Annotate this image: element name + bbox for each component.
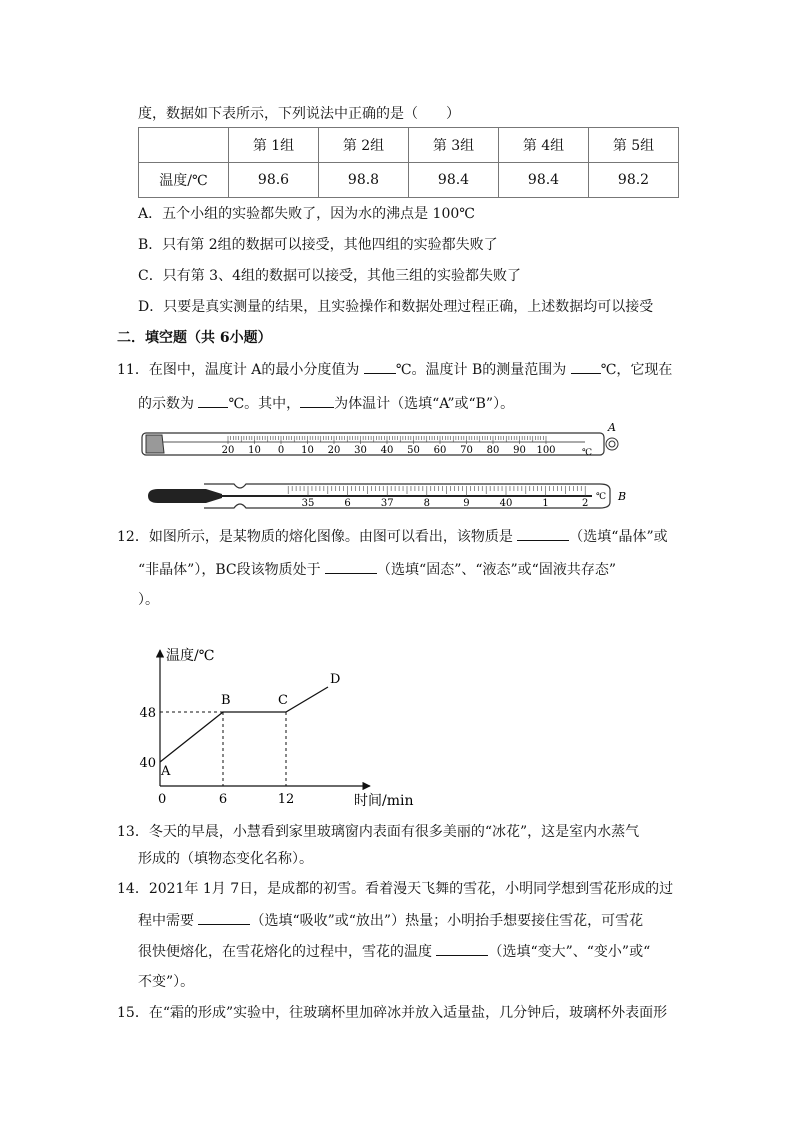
thermometer-a-scale-label: 10 [248,445,261,456]
thermometer-a-scale-label: 70 [460,445,473,456]
thermometer-b-bulb [148,489,222,503]
guide-lines [160,712,286,786]
thermometer-a-label: A [608,421,616,434]
thermometer-a [140,420,630,460]
thermometer-a-scale-label: 40 [380,445,394,456]
q14-line2 [138,910,643,931]
table-header-cell: 第 1组 [229,128,319,163]
q12-text: （选填“固态”、“液态”或“固液共存态” [377,562,616,578]
q12-line3: ）。 [138,592,159,608]
melting-graph [130,640,430,815]
table-cell: 98.8 [319,163,409,198]
thermometer-b-scale-label: 8 [423,498,430,509]
thermometer-a-body [142,433,604,455]
point-label: B [221,693,231,708]
answer-blank[interactable] [571,359,601,374]
q11-line1 [117,359,672,380]
thermometer-a-scale-label: 20 [327,445,341,456]
table-header-cell: 第 5组 [589,128,679,163]
y-tick-label: 40 [139,756,156,771]
table-cell: 98.4 [409,163,499,198]
thermometer-a-scale-label: 90 [513,445,526,456]
answer-blank[interactable] [198,393,228,408]
thermometer-a-scale-label: 60 [433,445,447,456]
section-title: 二．填空题（共 6小题） [117,330,272,346]
q11-text: 11．在图中，温度计 A的最小分度值为 [117,362,360,378]
thermometer-a-scale-label: 20 [221,445,235,456]
q12-text: “非晶体”），BC段该物质处于 [138,562,321,578]
answer-blank[interactable] [198,910,250,925]
thermometer-a-ring [606,438,618,450]
thermometer-a-scale-label: 50 [407,445,420,456]
q14-line1: 14．2021年 1月 7日，是成都的初雪。看着漫天飞舞的雪花，小明同学想到雪花形成的过 [117,881,674,897]
q14-text: 程中需要 [138,913,194,929]
table-row [139,163,679,198]
data-table [138,127,679,198]
point-label: A [161,764,171,779]
table-cell: 98.6 [229,163,319,198]
option-c: C．只有第 3、4组的数据可以接受，其他三组的实验都失败了 [138,268,521,284]
option-d: D．只要是真实测量的结果，且实验操作和数据处理过程正确，上述数据均可以接受 [138,299,654,315]
q11-line2 [138,393,514,414]
answer-blank[interactable] [517,526,569,541]
answer-blank[interactable] [325,559,377,574]
x-axis-label: 时间/min [354,793,414,809]
q11-text: 的示数为 [138,396,194,412]
thermometer-b-scale-label: 9 [463,498,470,509]
origin-label: 0 [158,792,167,807]
thermometer-b-unit: ℃ [596,492,607,502]
option-b: B．只有第 2组的数据可以接受，其他四组的实验都失败了 [138,237,498,253]
y-tick-label: 48 [139,706,156,721]
thermometer-a-bulb [146,435,164,453]
q12-text: （选填“晶体”或 [569,529,668,545]
thermometer-b-scale-label: 2 [582,498,589,509]
x-tick-label: 12 [277,792,295,807]
thermometer-b-label: B [618,490,627,503]
q13-line2: 形成的（填物态变化名称）。 [138,851,313,867]
table-cell: 98.4 [499,163,589,198]
point-label: D [330,672,341,687]
table-row-label: 温度/℃ [139,163,229,198]
thermometer-a-scale-label: 10 [301,445,314,456]
y-axis-label: 温度/℃ [166,648,215,664]
option-a: A．五个小组的实验都失败了，因为水的沸点是 100℃ [138,206,475,222]
thermometer-b [144,478,634,514]
q11-text: ℃。其中， [228,396,301,412]
table-header-cell: 第 3组 [409,128,499,163]
thermometer-a-scale-label: 0 [277,445,285,456]
graph-labels [139,672,340,807]
thermometer-a-scale-label: 80 [486,445,500,456]
melting-curve [160,687,328,762]
thermometer-b-scale-label: 1 [542,498,549,509]
answer-blank[interactable] [364,359,396,374]
intro-line: 度，数据如下表所示，下列说法中正确的是（ ） [138,106,460,122]
thermometer-b-scale-label: 6 [344,498,351,509]
q14-text: （选填“变大”、“变小”或“ [488,944,651,960]
q13-line1: 13．冬天的早晨，小慧看到家里玻璃窗内表面有很多美丽的“冰花”，这是室内水蒸气 [117,824,640,840]
q14-line3 [138,941,650,962]
thermometer-b-scale-label: 40 [499,498,513,509]
point-label: C [278,693,288,708]
q12-line1 [117,526,668,547]
x-tick-label: 6 [218,792,228,807]
q14-text: 很快便熔化，在雪花熔化的过程中，雪花的温度 [138,944,432,960]
answer-blank[interactable] [436,941,488,956]
table-header-row [139,128,679,163]
thermometer-a-scale-label: 100 [536,445,556,456]
thermometer-a-ring-inner [609,441,615,447]
q12-line2 [138,559,616,580]
table-header-cell: 第 4组 [499,128,589,163]
thermometer-b-scale-label: 37 [380,498,394,509]
thermometer-b-scale-label: 35 [301,498,315,509]
q11-text: 为体温计（选填“A”或“B”）。 [334,396,515,412]
thermometer-a-unit: ℃ [582,448,593,458]
table-header-cell [139,128,229,163]
q11-text: ℃。温度计 B的测量范围为 [395,362,567,378]
table-header-cell: 第 2组 [319,128,409,163]
table-cell: 98.2 [589,163,679,198]
q15-line1: 15．在“霜的形成”实验中，往玻璃杯里加碎冰并放入适量盐，几分钟后，玻璃杯外表面形 [117,1005,668,1021]
thermometer-a-scale-label: 30 [354,445,367,456]
q12-text: 12．如图所示，是某物质的熔化图像。由图可以看出，该物质是 [117,529,513,545]
q14-line4: 不变”）。 [138,974,195,990]
q14-text: （选填“吸收”或“放出”）热量；小明抬手想要接住雪花，可雪花 [250,913,644,929]
answer-blank[interactable] [300,393,334,408]
q11-text: ℃，它现在 [600,362,673,378]
